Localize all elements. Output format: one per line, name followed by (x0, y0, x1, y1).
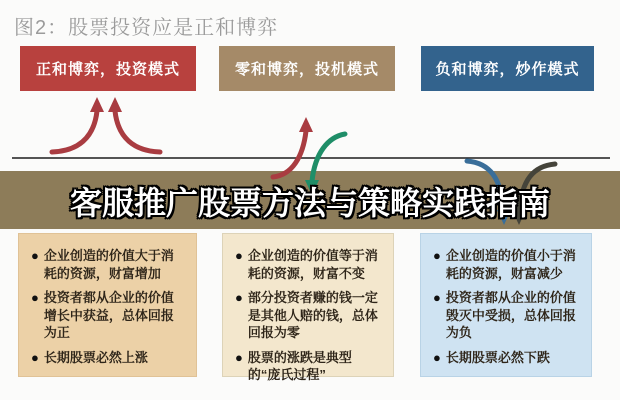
bullet-text: 企业创造的价值等于消耗的资源，财富不变 (247, 248, 378, 281)
figure-title: 图2：股票投资应是正和博弈 (14, 17, 279, 39)
zero-sum-arrows-icon (273, 131, 345, 181)
list-item (235, 289, 383, 342)
bullet-dot-icon: ● (31, 290, 39, 306)
column-negative-sum (420, 233, 592, 377)
bullet-dot-icon: ● (31, 248, 39, 263)
list-item (235, 349, 383, 384)
positive-sum-up-arrows-icon (52, 111, 160, 152)
bullet-text: 企业创造的价值小于消耗的资源，财富减少 (445, 248, 576, 281)
bullet-text: 投资者都从企业的价值增长中获益，总体回报为正 (43, 290, 174, 341)
list-item (235, 247, 383, 282)
bullet-text: 长期股票必然下跌 (445, 349, 550, 365)
bullet-dot-icon: ● (235, 290, 243, 306)
bullet-text: 股票的涨跌是典型的“庞氏过程” (247, 349, 352, 383)
bullet-dot-icon: ● (433, 290, 441, 306)
list-item (433, 349, 581, 367)
list-item (31, 247, 186, 282)
column-zero-sum (222, 233, 394, 383)
bullet-dot-icon: ● (433, 248, 441, 263)
list-item (31, 289, 186, 342)
bullet-dot-icon: ● (31, 349, 39, 365)
bullet-dot-icon: ● (433, 349, 441, 365)
positive-sum-arrowheads (90, 97, 122, 112)
bullet-text: 长期股票必然上涨 (43, 349, 148, 365)
bullet-text: 部分投资者赚的钱一定是其他人赔的钱，总体回报为零 (247, 290, 378, 341)
header-negative-sum (421, 46, 594, 91)
bullet-dot-icon: ● (235, 349, 243, 365)
header-zero-sum (219, 46, 395, 91)
header-positive-sum (20, 46, 196, 91)
bullet-dot-icon: ● (235, 248, 243, 263)
overlay-banner-title: 客服推广股票方法与策略实践指南 (69, 185, 550, 221)
column-positive-sum (18, 233, 197, 377)
bullet-text: 企业创造的价值大于消耗的资源，财富增加 (43, 248, 174, 281)
list-item (31, 349, 186, 367)
header-zero-sum-label: 零和博弈，投机模式 (234, 61, 379, 78)
header-positive-sum-label: 正和博弈，投资模式 (35, 61, 180, 78)
list-item (433, 247, 581, 282)
list-item (433, 289, 581, 342)
header-negative-sum-label: 负和博弈，炒作模式 (435, 61, 580, 78)
bullet-text: 投资者都从企业的价值毁灭中受损，总体回报为负 (445, 290, 576, 341)
